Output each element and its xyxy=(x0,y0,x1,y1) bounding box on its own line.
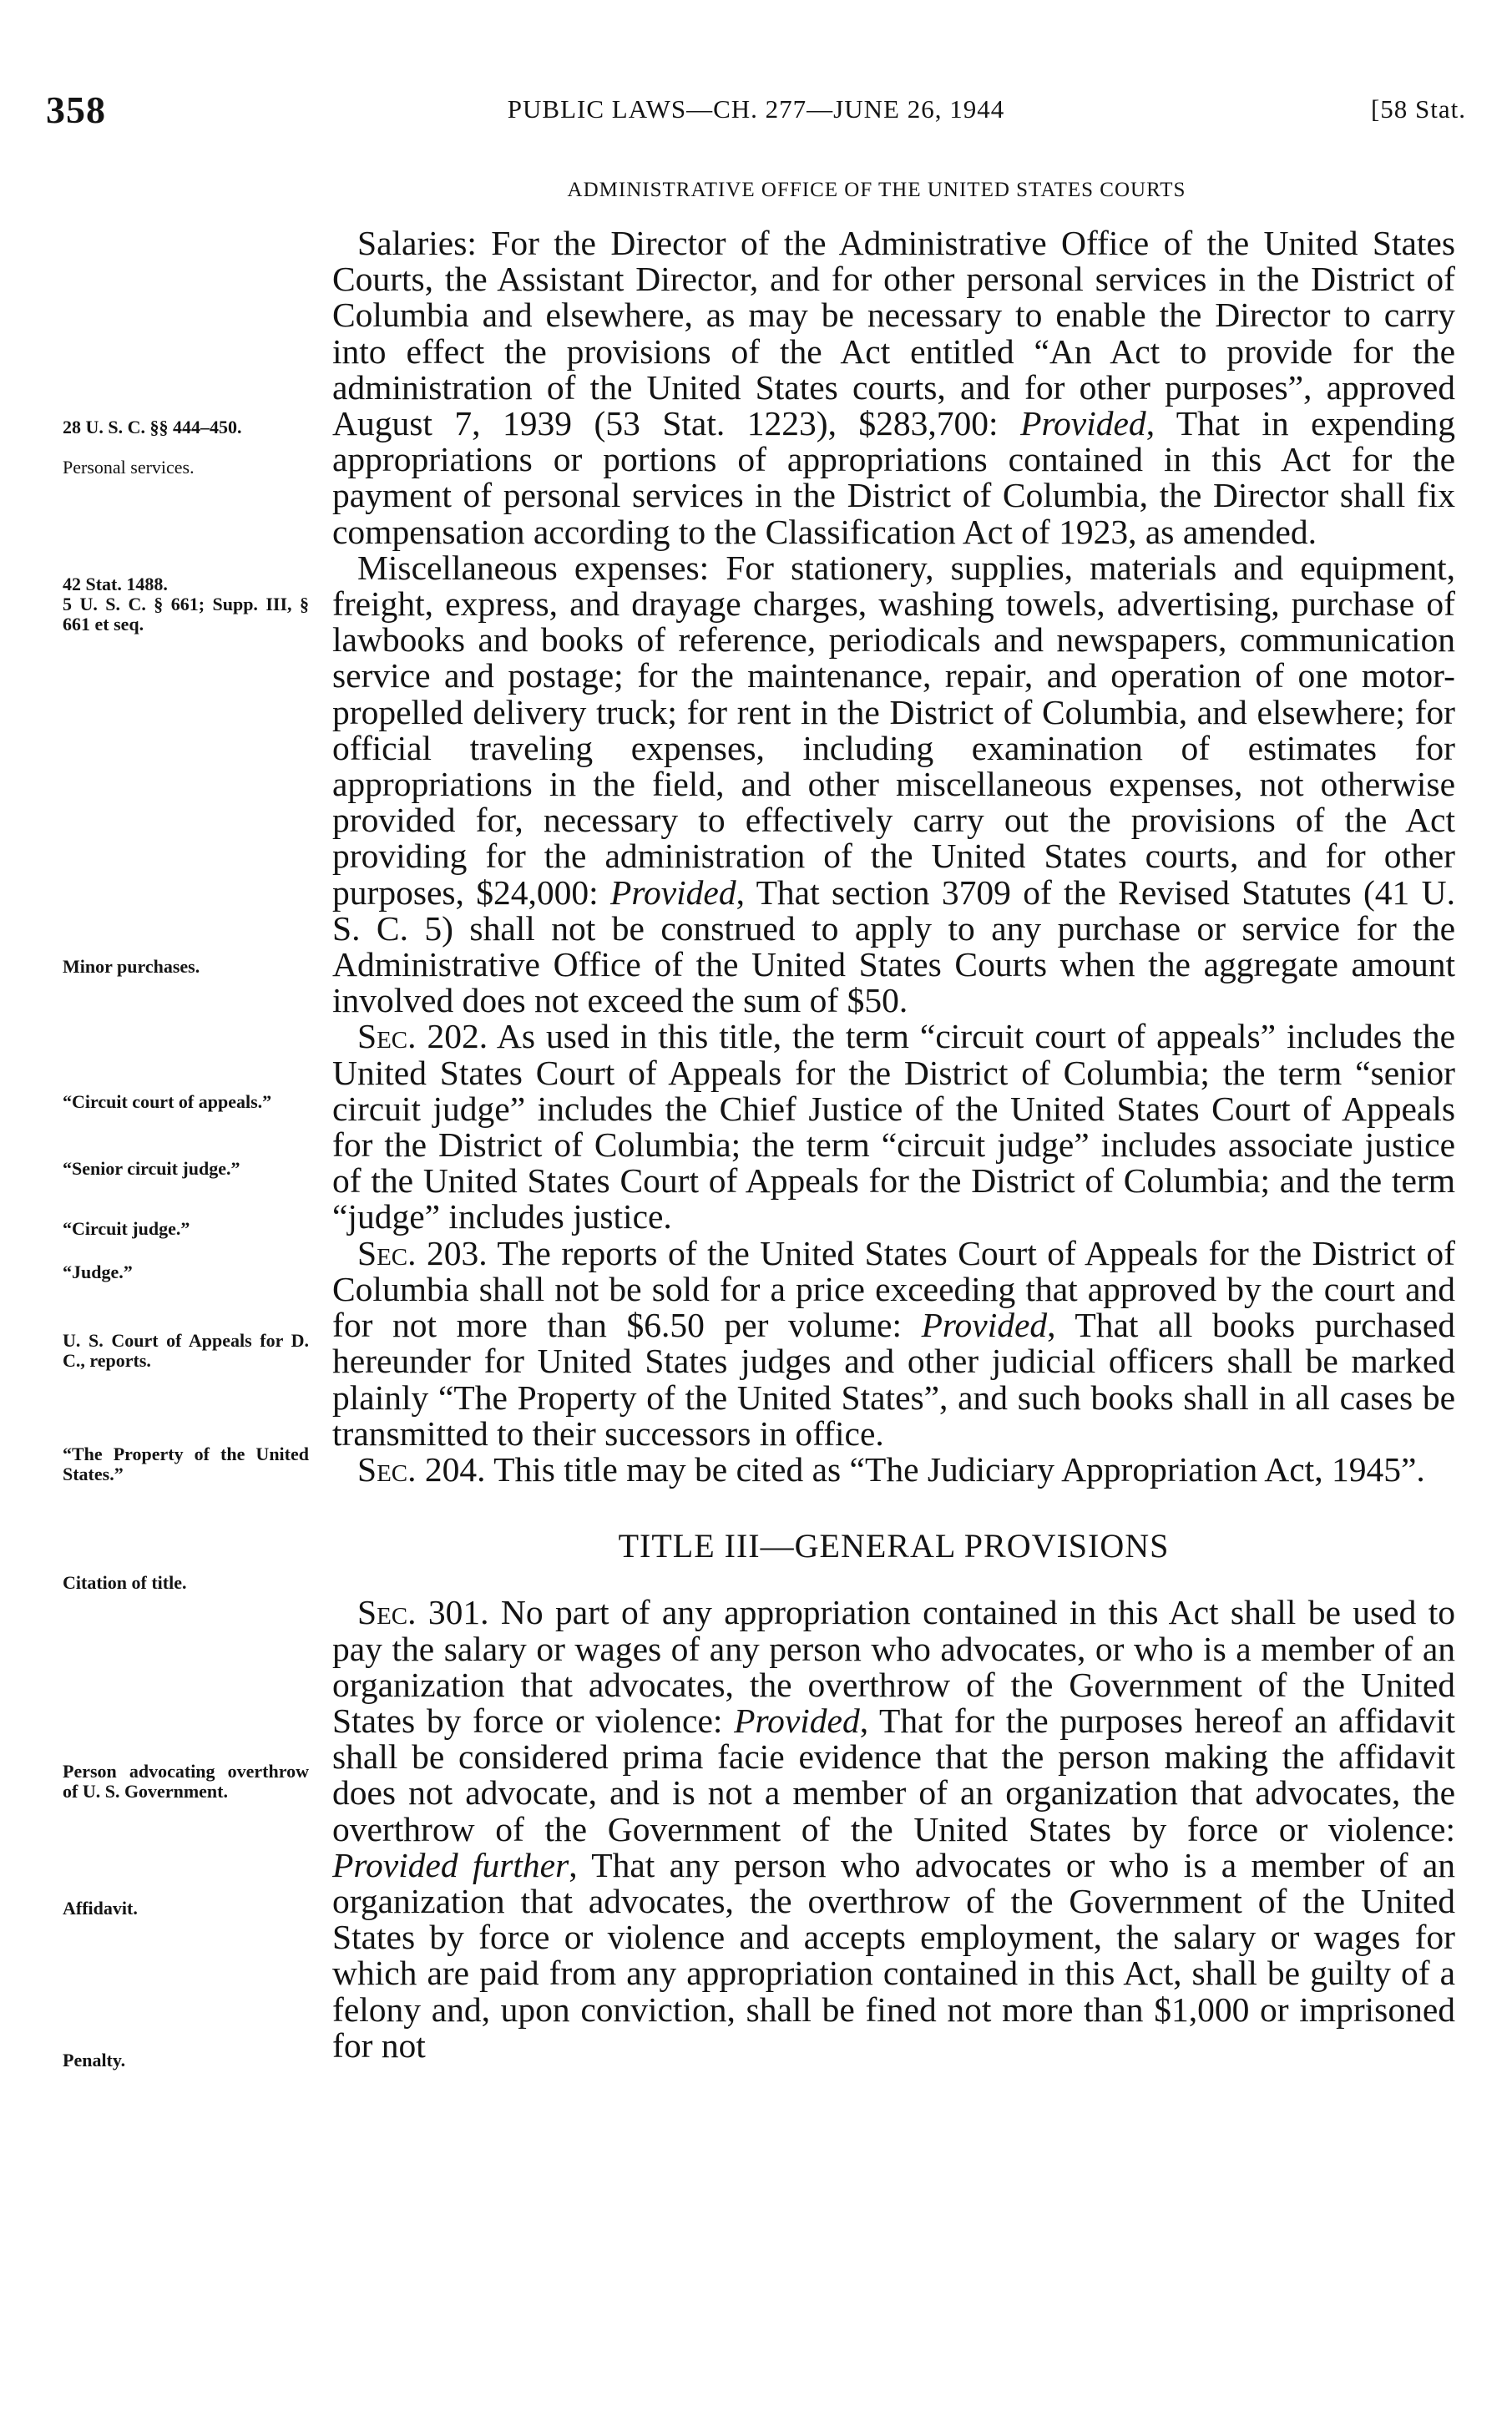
paragraph-sec-203: Sec. 203. The reports of the United States Court of Appeals for the District of Columbia shall not be sold for a price exceeding that approved by the court and for not more than $6.50 per volume: Provided, That all books purchased hereunder for United States judges and other judicial officers shall be marked plainly “The Property of the United States”, and such books shall in all cases be transmitted to their successors in office. xyxy=(332,1233,1455,1453)
margin-note-citation-of-title: Citation of title. xyxy=(63,1572,187,1593)
running-head: PUBLIC LAWS—CH. 277—JUNE 26, 1944 xyxy=(507,94,1005,124)
section-heading: ADMINISTRATIVE OFFICE OF THE UNITED STATES COURTS xyxy=(567,179,1186,201)
proviso-label: Provided xyxy=(1020,404,1146,443)
proviso-further-label: Provided further xyxy=(332,1845,569,1884)
page-header xyxy=(0,88,1512,129)
section-label: Sec. 203. xyxy=(357,1233,488,1272)
margin-note-stat-42: 42 Stat. 1488. xyxy=(63,574,168,594)
paragraph-sec-202: Sec. 202. As used in this title, the term “circuit court of appeals” includes the United States Court of Appeals for the District of Columbia; the term “senior circuit judge” includes the Chief Justice of the United States Court of Appeals for the District of Columbia; the term “circuit judge” includes associate justice of the United States Court of Appeals for the District of Columbia; and the term “judge” includes justice. xyxy=(332,1017,1456,1236)
margin-note-court-of-appeals-reports: U. S. Court of Appeals for D. C., reports. xyxy=(63,1330,309,1371)
margin-note-person-advocating: Person advocating overthrow of U. S. Government. xyxy=(63,1761,309,1802)
paragraph-miscellaneous-expenses: Miscellaneous expenses: For stationery, supplies, materials and equipment, freight, express, and drayage charges, washing towels, advertising, purchase of lawbooks and books of reference, periodicals and newspapers, communication service and postage; for the maintenance, repair, and operation of one motor-propelled delivery truck; for rent in the District of Columbia, and elsewhere; for official traveling expenses, including examination of estimates for appropriations in the field, and other miscellaneous expenses, not otherwise provided for, necessary to effectively carry out the provisions of the Act providing for the administration of the United States courts, and for other purposes, $24,000: Provided, That section 3709 of the Revised Statutes (41 U. S. C. 5) shall not be construed to apply to any purchase or service for the Administrative Office of the United States Courts when the aggregate amount involved does not exceed the sum of $50. xyxy=(332,548,1455,1020)
page-number: 358 xyxy=(46,88,106,131)
margin-note-circuit-court-of-appeals: “Circuit court of appeals.” xyxy=(63,1091,272,1112)
body-text xyxy=(332,225,1455,2064)
margin-note-personal-services: Personal services. xyxy=(63,457,195,478)
margin-note-usc-5: 5 U. S. C. § 661; Supp. III, § 661 et seq. xyxy=(63,594,309,635)
margin-note-property-of-us: “The Property of the United States.” xyxy=(63,1444,309,1484)
margin-note-penalty: Penalty. xyxy=(63,2050,126,2071)
proviso-label: Provided xyxy=(610,872,736,912)
section-label: Sec. 204. xyxy=(357,1449,486,1489)
section-label: Sec. 301. xyxy=(357,1593,489,1632)
paragraph-sec-301: Sec. 301. No part of any appropriation contained in this Act shall be used to pay the salary or wages of any person who advocates, or who is a member of an organization that advocates, the overthrow of the Government of the United States by force or violence: Provided, That for the purposes hereof an affidavit shall be considered prima facie evidence that the person making the affidavit does not advocate, and is not a member of an organization that advocates, the overthrow of the Government of the United States by force or violence: Provided further, That any person who advocates or who is a member of an organization that advocates, the overthrow of the Government of the United States by force or violence and accepts employment, the salary or wages for which are paid from any appropriation contained in this Act, shall be guilty of a felony and, upon conviction, shall be fined not more than $1,000 or imprisoned for not xyxy=(332,1593,1455,2065)
margin-note-affidavit: Affidavit. xyxy=(63,1898,138,1919)
volume-reference: [58 Stat. xyxy=(1370,94,1466,124)
margin-note-usc-28: 28 U. S. C. §§ 444–450. xyxy=(63,417,242,437)
title-iii-heading: TITLE III—GENERAL PROVISIONS xyxy=(618,1527,1170,1565)
margin-note-senior-circuit-judge: “Senior circuit judge.” xyxy=(63,1158,240,1179)
section-label: Sec. 202. xyxy=(357,1017,488,1056)
margin-note-circuit-judge: “Circuit judge.” xyxy=(63,1218,190,1239)
paragraph-salaries: Salaries: For the Director of the Administrative Office of the United States Courts, the Assistant Director, and for other personal services in the District of Columbia and elsewhere, as may be necessary to enable the Director to carry into effect the provisions of the Act entitled “An Act to provide for the administration of the United States courts, and for other purposes”, approved August 7, 1939 (53 Stat. 1223), $283,700: Provided, That in expending appropriations or portions of appropriations contained in this Act for the payment of personal services in the District of Columbia, the Director shall fix compensation according to the Classification Act of 1923, as amended. xyxy=(332,224,1455,551)
proviso-label: Provided xyxy=(734,1701,860,1740)
margin-note-minor-purchases: Minor purchases. xyxy=(63,956,200,977)
proviso-label: Provided xyxy=(921,1306,1048,1345)
paragraph-sec-204: Sec. 204. This title may be cited as “The Judiciary Appropriation Act, 1945”. xyxy=(357,1449,1425,1489)
margin-note-judge: “Judge.” xyxy=(63,1262,133,1282)
